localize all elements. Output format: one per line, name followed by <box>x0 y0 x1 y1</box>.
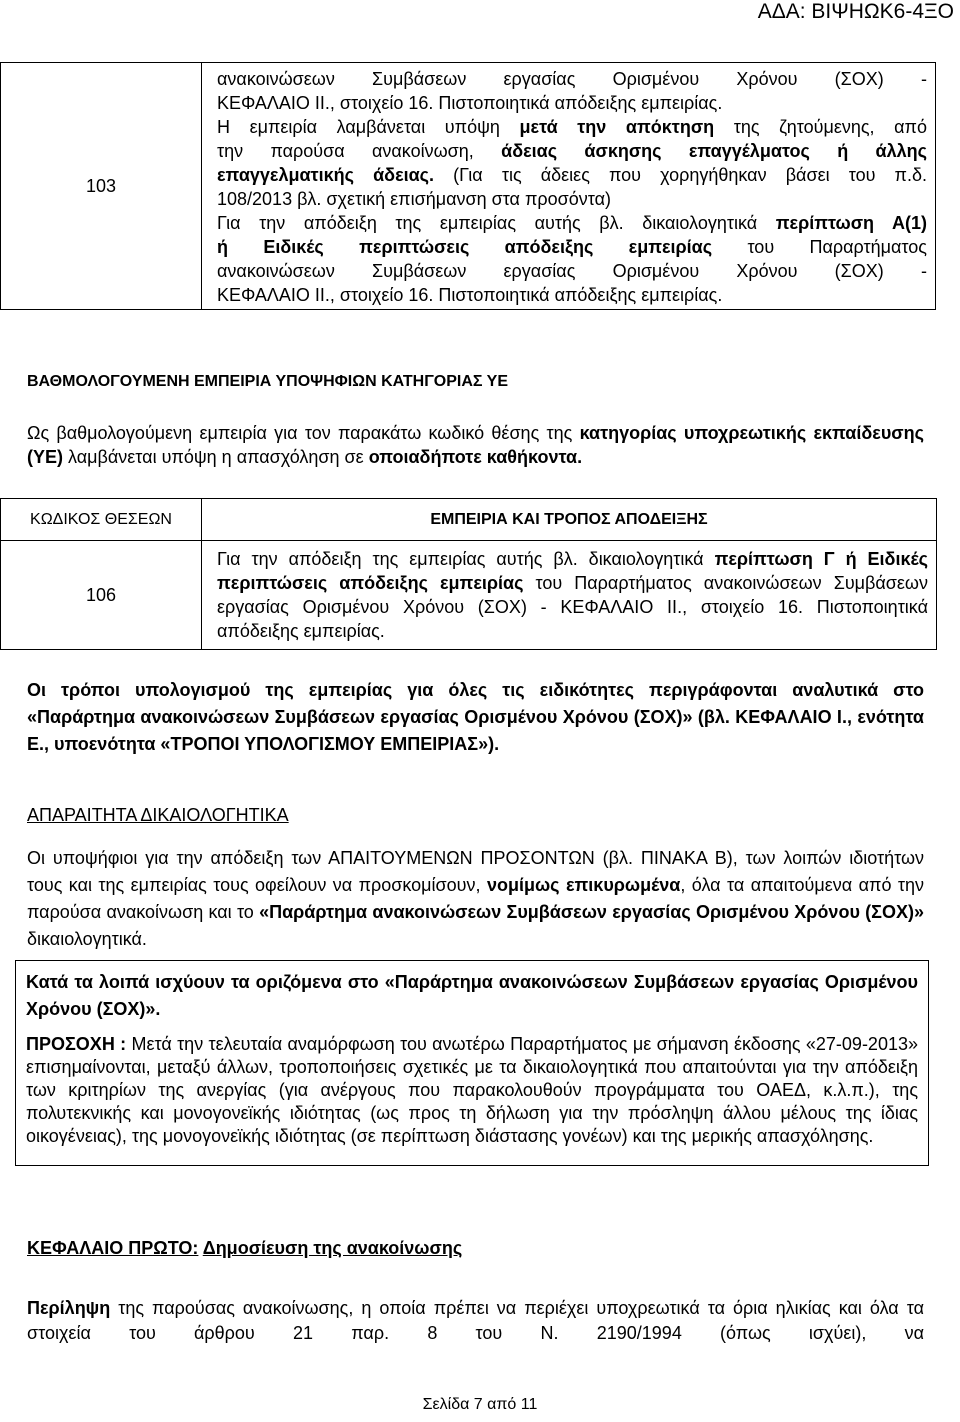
line: ανακοινώσεων Συμβάσεων εργασίας Ορισμένου Χρόνου (ΣΟΧ) - <box>217 69 927 89</box>
bold-run: επαγγελματικής άδειας. <box>217 165 435 185</box>
experience-cell-106 <box>202 541 937 650</box>
text-run: Για την απόδειξη της εμπειρίας αυτής βλ. δικαιολογητικά <box>217 549 704 569</box>
notice-bold-paragraph: Κατά τα λοιπά ισχύουν τα οριζόμενα στο «Παράρτημα ανακοινώσεων Συμβάσεων εργασίας Ορισμένου Χρόνου (ΣΟΧ)». <box>26 972 918 1019</box>
bold-run: «Παράρτημα ανακοινώσεων Συμβάσεων εργασίας Ορισμένου Χρόνου (ΣΟΧ)» <box>259 902 924 922</box>
intro-paragraph <box>27 421 924 469</box>
summary-paragraph <box>27 1296 924 1346</box>
line: 108/2013 βλ. σχετική επισήμανση στα προσόντα) <box>217 189 612 209</box>
notice-box <box>15 960 929 1166</box>
bold-run: περίπτωση Γ ή Ειδικές περιπτώσεις απόδειξης εμπειρίας <box>217 549 928 593</box>
text-run: λαμβάνεται υπόψη η απασχόληση σε <box>68 447 364 467</box>
line: ΚΕΦΑΛΑΙΟ ΙΙ., στοιχείο 16. Πιστοποιητικά απόδειξης εμπειρίας. <box>217 93 723 113</box>
line <box>217 163 927 187</box>
text-run: (Για τις άδειες που χορηγήθηκαν βάσει του π.δ. <box>453 165 927 185</box>
line: ΚΕΦΑΛΑΙΟ ΙΙ., στοιχείο 16. Πιστοποιητικά απόδειξης εμπειρίας. <box>217 285 723 305</box>
attention-text: Μετά την τελευταία αναμόρφωση του ανωτέρω Παραρτήματος με σήμανση έκδοσης «27-09-2013» επισημαίνονται, μεταξύ άλλων, τροποποιήσεις σχετικές με τα δικαιολογητικά που απαιτούνται για την απόδειξη των κριτηρίων της ανεργίας (για ανέργους που παρακολουθούν προγράμματα του ΟΑΕΔ, κ.λ.π.), της πολυτεκνικής και μονογονεϊκής ιδιότητας (ως προς τη δήλωση για την πρόσληψη άλλου μέλους της ίδιας οικογένειας), της μονογονεϊκής ιδιότητας (σε περίπτωση διάστασης γονέων) και της μερικής απασχόλησης. <box>26 1034 918 1146</box>
text-run: δικαιολογητικά. <box>27 929 147 949</box>
text-run: Ως βαθμολογούμενη εμπειρία για τον παρακάτω κωδικό θέσης της <box>27 423 573 443</box>
line <box>217 139 927 163</box>
text-run: Η εμπειρία λαμβάνεται υπόψη <box>217 117 500 137</box>
bold-run: οποιαδήποτε καθήκοντα. <box>368 447 583 467</box>
page-header-ada: ΑΔΑ: ΒΙΨΗΩΚ6-4ΞΟ <box>757 0 954 23</box>
bold-run: περίπτωση Α(1) <box>775 213 927 233</box>
chapter-label: ΚΕΦΑΛΑΙΟ ΠΡΩΤΟ: <box>27 1238 199 1258</box>
text-run: Οι υποψήφιοι για την απόδειξη των ΑΠΑΙΤΟΥΜΕΝΩΝ ΠΡΟΣΟΝΤΩΝ (βλ. ΠΙΝΑΚΑ Β), των λοιπών ιδιοτήτων τους και της εμπειρίας τους οφείλουν να προσκομίσουν, <box>27 848 924 895</box>
chapter-heading <box>27 1238 462 1259</box>
position-code-106 <box>1 541 202 650</box>
line <box>217 211 927 235</box>
bold-run: μετά την απόκτηση <box>519 117 715 137</box>
code-text: 106 <box>85 584 117 605</box>
attention-label: ΠΡΟΣΟΧΗ : <box>26 1034 127 1054</box>
text-run: του Παραρτήματος <box>747 237 927 257</box>
line: ανακοινώσεων Συμβάσεων εργασίας Ορισμένου Χρόνου (ΣΟΧ) - <box>217 261 927 281</box>
summary-label: Περίληψη <box>27 1298 111 1318</box>
experience-cell-103 <box>202 63 936 310</box>
calculation-paragraph: Οι τρόποι υπολογισμού της εμπειρίας για όλες τις ειδικότητες περιγράφονται αναλυτικά στο «Παράρτημα ανακοινώσεων Συμβάσεων εργασίας Ορισμένου Χρόνου (ΣΟΧ)» (βλ. ΚΕΦΑΛΑΙΟ Ι., ενότητα Ε., υποενότητα «ΤΡΟΠΟΙ ΥΠΟΛΟΓΙΣΜΟΥ ΕΜΠΕΙΡΙΑΣ»). <box>27 680 924 754</box>
required-docs-paragraph <box>27 845 924 953</box>
header-code: ΚΩΔΙΚΟΣ ΘΕΣΕΩΝ <box>30 510 172 528</box>
text-run: του Παραρτήματος ανακοινώσεων Συμβάσεων εργασίας Ορισμένου Χρόνου (ΣΟΧ) - ΚΕΦΑΛΑΙΟ ΙΙ., στοιχείο 16. Πιστοποιητικά απόδειξης εμπειρίας. <box>217 573 928 641</box>
section-title: ΒΑΘΜΟΛΟΓΟΥΜΕΝΗ ΕΜΠΕΙΡΙΑ ΥΠΟΨΗΦΙΩΝ ΚΑΤΗΓΟΡΙΑΣ ΥΕ <box>27 373 509 390</box>
bold-run: κατηγορίας υποχρεωτικής εκπαίδευσης (ΥΕ) <box>27 423 924 467</box>
position-code-103 <box>1 63 202 310</box>
line <box>217 235 927 259</box>
bold-run: άδειας άσκησης επαγγέλματος ή άλλης <box>501 141 927 161</box>
header-code-cell <box>1 499 202 541</box>
chapter-title: Δημοσίευση της ανακοίνωσης <box>202 1238 463 1258</box>
header-experience-cell <box>202 499 937 541</box>
text-run: , όλα τα απαιτούμενα από την παρούσα ανακοίνωση και το <box>27 875 924 922</box>
required-docs-heading: ΑΠΑΡΑΙΤΗΤΑ ΔΙΚΑΙΟΛΟΓΗΤΙΚΑ <box>27 805 289 825</box>
attention-paragraph <box>26 1033 918 1148</box>
page-footer: Σελίδα 7 από 11 <box>422 1396 538 1413</box>
line <box>217 115 927 139</box>
text-run: Για την απόδειξη της εμπειρίας αυτής βλ. δικαιολογητικά <box>217 213 758 233</box>
bold-run: ή Ειδικές περιπτώσεις απόδειξης εμπειρίας <box>217 237 713 257</box>
code-text: 103 <box>85 175 117 196</box>
header-experience: ΕΜΠΕΙΡΙΑ ΚΑΙ ΤΡΟΠΟΣ ΑΠΟΔΕΙΞΗΣ <box>430 510 708 528</box>
experience-table-106 <box>0 498 937 650</box>
bold-run: νομίμως επικυρωμένα <box>486 875 681 895</box>
text-run: την παρούσα ανακοίνωση, <box>217 141 474 161</box>
experience-table-103 <box>0 62 936 310</box>
summary-text: της παρούσας ανακοίνωσης, η οποία πρέπει να περιέχει υποχρεωτικά τα όρια ηλικίας και όλα τα στοιχεία του άρθρου 21 παρ. 8 του Ν. 2190/1994 (όπως ισχύει), να <box>27 1298 924 1343</box>
text-run: της ζητούμενης, από <box>733 117 927 137</box>
